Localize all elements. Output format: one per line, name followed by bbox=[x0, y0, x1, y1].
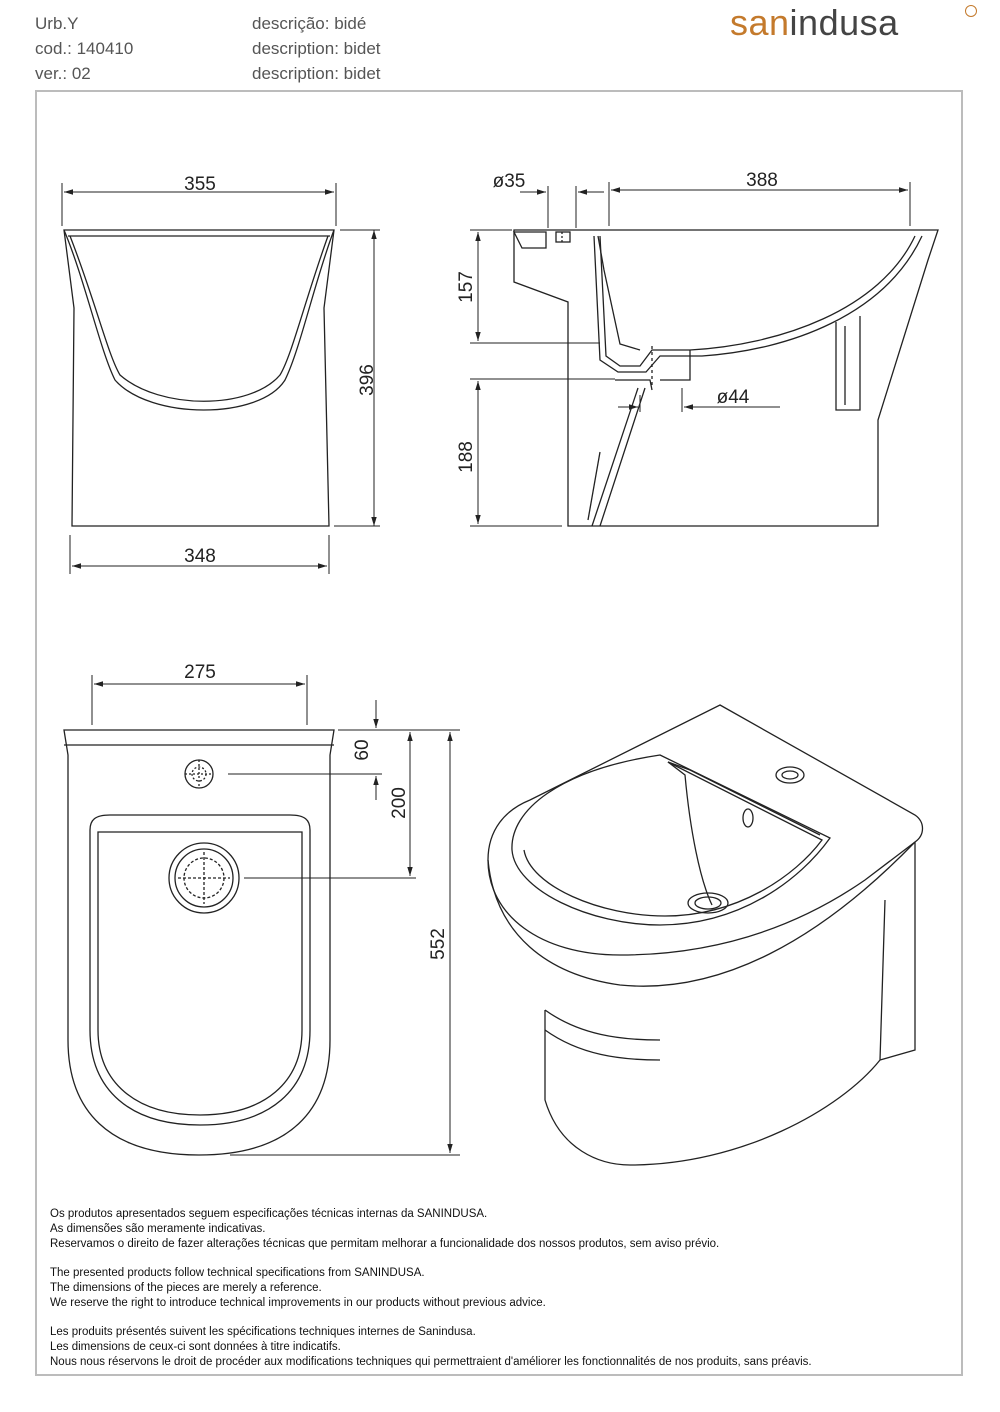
model-name: Urb.Y bbox=[35, 14, 79, 33]
dim-tap-offset: 60 bbox=[352, 739, 373, 761]
disclaimer-line: As dimensões são meramente indicativas. bbox=[50, 1223, 266, 1235]
logo-part-indusa: indusa bbox=[789, 2, 899, 43]
disclaimer-line: Les dimensions de ceux-ci sont données à titre indicatifs. bbox=[50, 1341, 341, 1353]
dim-front-bottom-width: 348 bbox=[184, 546, 216, 567]
front-view bbox=[62, 183, 380, 574]
perspective-view bbox=[488, 705, 923, 1165]
dimension-labels bbox=[184, 170, 778, 960]
dim-tap-hole-diameter: ø35 bbox=[492, 171, 526, 192]
disclaimer-line: Les produits présentés suivent les spécifications techniques internes de Sanindusa. bbox=[50, 1326, 476, 1338]
dim-front-height: 396 bbox=[357, 364, 378, 396]
dim-side-lower-height: 188 bbox=[456, 441, 477, 473]
disclaimer-line: Nous nous réservons le droit de procéder aux modifications techniques qui permettraient d'améliorer les fonctionnalités de nos produits, sans préavis. bbox=[50, 1356, 812, 1368]
top-view bbox=[64, 675, 460, 1155]
dim-side-upper-height: 157 bbox=[456, 271, 477, 303]
description-pt: descrição: bidé bbox=[252, 14, 367, 33]
dim-side-depth: 388 bbox=[746, 170, 778, 191]
logo-part-san: san bbox=[730, 2, 790, 43]
disclaimer-line: We reserve the right to introduce technical improvements in our products without previous advice. bbox=[50, 1297, 546, 1309]
disclaimer-pt bbox=[50, 1207, 812, 1252]
disclaimer-line: The presented products follow technical specifications from SANINDUSA. bbox=[50, 1267, 425, 1279]
disclaimer-line: Reservamos o direito de fazer alterações técnicas que permitam melhorar a funcionalidade dos nossos produtos, sem aviso prévio. bbox=[50, 1238, 720, 1250]
disclaimer-line: Os produtos apresentados seguem especificações técnicas internas da SANINDUSA. bbox=[50, 1208, 488, 1220]
disclaimer-notes bbox=[50, 1207, 812, 1384]
disclaimer-line: The dimensions of the pieces are merely a reference. bbox=[50, 1282, 322, 1294]
product-version: ver.: 02 bbox=[35, 64, 91, 83]
disclaimer-en bbox=[50, 1266, 812, 1311]
dim-front-top-width: 355 bbox=[184, 174, 216, 195]
dim-waste-diameter: ø44 bbox=[716, 387, 750, 408]
description-fr: description: bidet bbox=[252, 64, 381, 83]
product-code: cod.: 140410 bbox=[35, 39, 134, 58]
dim-top-length: 552 bbox=[428, 928, 449, 960]
dim-top-width: 275 bbox=[184, 662, 216, 683]
disclaimer-fr bbox=[50, 1325, 812, 1370]
dim-waste-offset: 200 bbox=[389, 787, 410, 819]
side-section-view bbox=[470, 182, 938, 526]
description-en: description: bidet bbox=[252, 39, 381, 58]
